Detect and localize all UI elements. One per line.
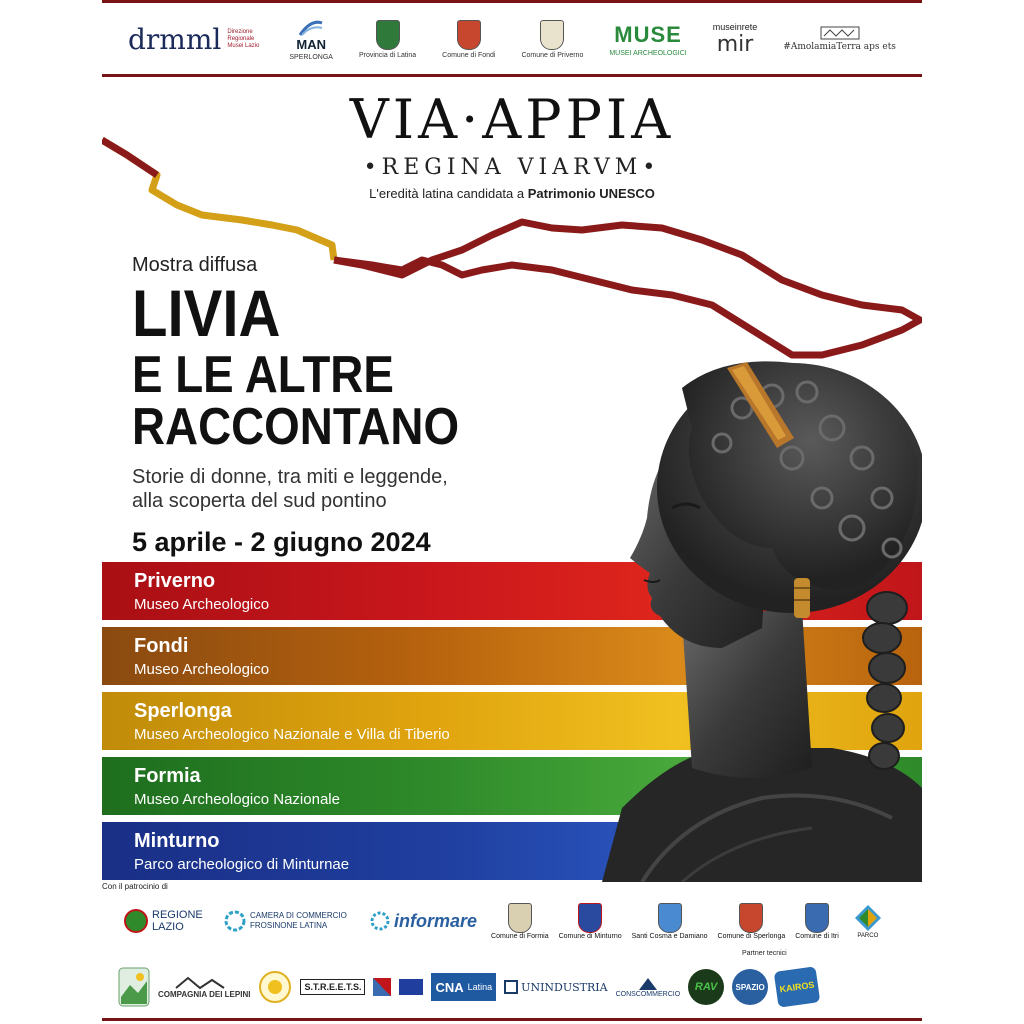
sperlonga-crest-icon — [739, 903, 763, 933]
top-rule — [102, 0, 922, 3]
man-wordmark: MAN — [296, 37, 326, 52]
man-caption: SPERLONGA — [289, 54, 333, 61]
exhibition-kicker: Mostra diffusa — [132, 254, 258, 276]
venue-museum: Museo Archeologico Nazionale — [134, 791, 340, 808]
eu-flag-icon — [399, 979, 423, 995]
kairos-text: KAIROS — [779, 979, 816, 995]
landscape-logo-icon — [118, 967, 150, 1007]
man-logo — [289, 17, 333, 61]
venue-museum: Parco archeologico di Minturnae — [134, 856, 350, 873]
tagline-bold: Patrimonio UNESCO — [527, 186, 655, 201]
drmml-caption: Direzione Regionale Musei Lazio — [227, 28, 260, 49]
partners-logo-row — [102, 962, 922, 1012]
poster — [102, 0, 922, 1024]
venue-town: Minturno — [134, 830, 220, 852]
amolamia-emblem-icon — [820, 26, 860, 40]
rav-logo — [688, 969, 724, 1005]
drmml-logo — [128, 23, 263, 56]
lepini-logo — [158, 976, 250, 999]
comune-priverno-logo — [521, 20, 583, 59]
venue-town: Fondi — [134, 635, 189, 657]
muse-logo — [609, 22, 686, 57]
comune-itri-logo — [795, 903, 839, 940]
patronage-label: Con il patrocinio di — [102, 882, 168, 891]
unindustria-emblem-icon — [504, 980, 518, 994]
cna-text: CNA — [435, 979, 464, 995]
muse-caption: MUSEI ARCHEOLOGICI — [609, 49, 687, 57]
unindustria-text: UNINDUSTRIA — [521, 980, 608, 994]
amolamia-logo — [783, 26, 896, 52]
comune-santi-cosma-logo — [632, 903, 708, 940]
amolamia-caption: #AmolamiaTerra aps ets — [783, 42, 896, 52]
fondi-crest-icon — [457, 20, 481, 50]
conscommercio-text: CONSCOMMERCIO — [615, 990, 681, 998]
priverno-caption: Comune di Priverno — [521, 51, 584, 59]
fondi-caption: Comune di Fondi — [442, 51, 496, 59]
conscommercio-emblem-icon — [638, 977, 658, 991]
rav-text: RAV — [694, 981, 718, 993]
streets-logo: S.T.R.E.E.T.S. — [300, 979, 365, 995]
unindustria-logo — [504, 980, 607, 994]
exhibition-dates: 5 aprile - 2 giugno 2024 — [132, 527, 431, 557]
mosaic-logo-icon — [373, 978, 391, 996]
itri-crest-icon — [805, 903, 829, 933]
conscommercio-logo — [616, 977, 681, 998]
exhibition-title-line3: RACCONTANO — [132, 398, 460, 456]
comune-fondi-logo — [442, 20, 495, 59]
parco-logo — [853, 903, 883, 939]
venue-museum: Museo Archeologico Nazionale e Villa di Tiberio — [134, 726, 450, 743]
exhibition-desc-line2: alla scoperta del sud pontino — [132, 490, 387, 512]
kairos-logo — [774, 966, 821, 1007]
lepini-text: COMPAGNIA DEI LEPINI — [158, 989, 251, 999]
spazio-text: SPAZIO — [735, 982, 765, 992]
formia-crest-icon — [508, 903, 532, 933]
museinrete-logo — [713, 22, 758, 57]
bottom-rule — [102, 1018, 922, 1021]
tagline-text: L'eredità latina candidata a — [369, 186, 528, 201]
santi-cosma-caption: Santi Cosma e Damiano — [631, 932, 708, 940]
informare-text: informare — [394, 910, 478, 931]
via-appia-title: VIA·APPIA — [349, 88, 675, 151]
priverno-crest-icon — [540, 20, 564, 50]
provincia-latina-logo — [359, 20, 416, 59]
comune-sperlonga-logo — [718, 903, 786, 940]
muse-wordmark: MUSE — [614, 21, 682, 47]
provincia-caption: Provincia di Latina — [358, 51, 417, 59]
drmml-wordmark: drmml — [128, 22, 222, 56]
provincia-crest-icon — [376, 20, 400, 50]
comune-minturno-logo — [559, 903, 622, 940]
header-rule — [102, 74, 922, 77]
venue-town: Priverno — [134, 570, 216, 592]
regione-text: REGIONE LAZIO — [152, 909, 203, 933]
partners-label: Partner tecnici — [742, 950, 787, 957]
formia-caption: Comune di Formia — [491, 932, 549, 940]
lepini-emblem-icon — [174, 976, 234, 990]
camera-text: CAMERA DI COMMERCIO FROSINONE LATINA — [250, 911, 347, 930]
mir-wordmark: mir — [716, 31, 754, 57]
top-logo-row — [102, 8, 922, 70]
sun-logo-icon — [258, 970, 292, 1004]
informare-emblem-icon — [370, 911, 390, 931]
man-emblem-icon — [298, 17, 324, 37]
minturno-crest-icon — [578, 903, 602, 933]
venue-town: Formia — [134, 765, 201, 787]
camera-commercio-logo — [224, 910, 362, 932]
santi-cosma-crest-icon — [658, 903, 682, 933]
camera-emblem-icon — [224, 910, 246, 932]
livia-bust-image — [532, 348, 922, 882]
venue-museum: Museo Archeologico — [134, 661, 270, 678]
venue-town: Sperlonga — [134, 700, 232, 722]
cna-latina: Latina — [467, 982, 493, 992]
exhibition-title-line2: E LE ALTRE — [132, 346, 394, 404]
exhibition-title-line1: LIVIA — [132, 276, 281, 350]
spazio-logo — [732, 969, 768, 1005]
parco-emblem-icon — [853, 903, 883, 933]
regione-emblem-icon — [124, 909, 148, 933]
exhibition-desc-line1: Storie di donne, tra miti e leggende, — [132, 466, 448, 488]
regione-lazio-logo — [124, 909, 212, 933]
museinrete-caption: museinrete — [712, 21, 758, 32]
comune-formia-logo — [491, 903, 549, 940]
parco-caption: PARCO — [857, 933, 879, 939]
patronage-logo-row — [102, 896, 922, 946]
cna-logo — [431, 973, 496, 1001]
itri-caption: Comune di Itri — [795, 932, 839, 940]
sperlonga-caption: Comune di Sperlonga — [717, 932, 786, 940]
minturno-caption: Comune di Minturno — [558, 932, 622, 940]
venue-museum: Museo Archeologico — [134, 596, 270, 613]
informare-logo — [370, 911, 477, 932]
regina-viarum-subtitle: •REGINA VIARVM• — [363, 155, 661, 180]
